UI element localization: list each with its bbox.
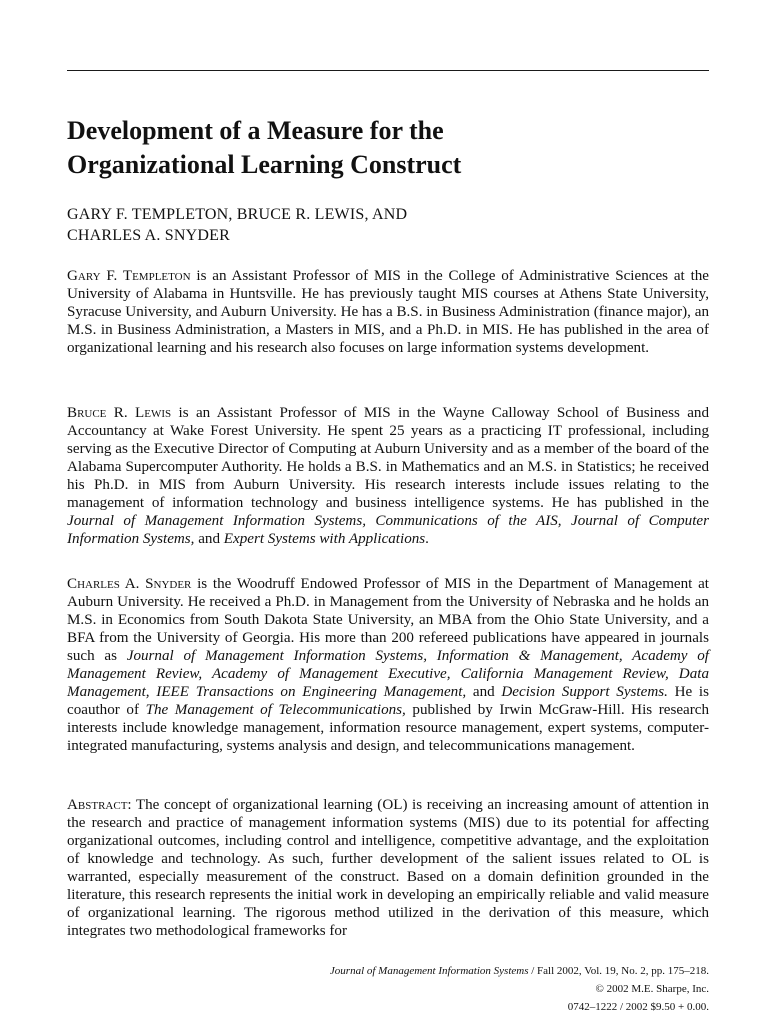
abstract-text: The concept of organizational learning (OL) is receiving an increasing amount of attention in the research and practice of management information systems (MIS) due to its potential for affecting organizational outcomes, including control and intelligence, competitive advantage, and the exploitation of knowledge and technology. As such, further development of the salient issues related to OL is warranted, especially measurement of the construct. Based on a domain definition grounded in the literature, this research represents the initial work in developing an empirically reliable and valid measure of organizational learning. The rigorous method utilized in the derivation of this measure, which integrates two methodological frameworks for [67,797,709,939]
bio-book: The Management of Telecommunications, [145,702,406,718]
footer-issue: / Fall 2002, Vol. 19, No. 2, pp. 175–218. [528,965,709,977]
authors-line-1: GARY F. TEMPLETON, BRUCE R. LEWIS, AND [67,206,408,223]
footer-copyright: © 2002 M.E. Sharpe, Inc. [595,983,709,995]
bio-text-2: published by Irwin McGraw-Hill. His research interests include knowledge management, information resource management, expert systems, computer-integrated manufacturing, systems analysis and design, and telecommunications management. [67,702,709,754]
author-list [67,204,709,246]
bio-author-name: Charles A. Snyder [67,576,192,592]
author-bio-templeton [67,267,709,357]
bio-and: and [194,531,224,547]
bio-journals: Journal of Management Information Systems, Information & Management, Academy of Management Review, Academy of Management Executive, California Management Review, Data Management, IEEE Transactions on Engineering Management, [67,648,709,700]
abstract-label: Abstract: [67,797,132,813]
bio-author-name: Bruce R. Lewis [67,405,172,421]
bio-mid: He is coauthor of [67,684,709,718]
top-rule [67,70,709,71]
bio-end: . [425,531,429,547]
bio-and: and [466,684,502,700]
title-line-1: Development of a Measure for the [67,116,444,145]
author-bio-snyder [67,575,709,755]
bio-text: is an Assistant Professor of MIS in the College of Administrative Sciences at the University of Alabama in Huntsville. He has previously taught MIS courses at Athens State University, Syracuse University, and Auburn University. He has a B.S. in Business Administration (finance major), an M.S. in Business Administration, a Masters in MIS, and a Ph.D. in MIS. He has published in the area of organizational learning and his research also focuses on large information systems development. [67,268,710,356]
citation-footer [189,962,709,1016]
paper-title [67,114,709,182]
bio-text: is the Woodruff Endowed Professor of MIS in the Department of Management at Auburn University. He received a Ph.D. in Management from the University of Nebraska and he holds an M.S. in Economics from South Dakota State University, an MBA from the Ohio State University, and a BFA from the University of Georgia. His more than 200 refereed publications have appeared in journals such as [67,576,709,664]
title-line-2: Organizational Learning Construct [67,150,462,179]
bio-journal-last: Expert Systems with Applications [223,531,426,547]
bio-journals: Journal of Management Information Systems, Communications of the AIS, Journal of Computer Information Systems, [67,513,709,547]
author-bio-lewis [67,404,709,548]
bio-author-name: Gary F. Templeton [67,268,191,284]
footer-journal: Journal of Management Information Systems [329,965,529,977]
authors-line-2: CHARLES A. SNYDER [67,227,230,244]
bio-text: is an Assistant Professor of MIS in the Wayne Calloway School of Business and Accountancy at Wake Forest University. He spent 25 years as a practicing IT professional, including serving as the Executive Director of Computing at Auburn University and as a member of the board of the Alabama Supercomputer Authority. He holds a B.S. in Mathematics and an M.S. in Statistics; he received his Ph.D. in MIS from Auburn University. His research interests include issues relating to the management of information technology and business intelligence systems. He has published in the [67,405,709,511]
footer-issn: 0742–1222 / 2002 $9.50 + 0.00. [567,1001,709,1013]
abstract [67,796,709,940]
bio-journal-last: Decision Support Systems. [501,684,668,700]
footer-citation [189,962,709,980]
